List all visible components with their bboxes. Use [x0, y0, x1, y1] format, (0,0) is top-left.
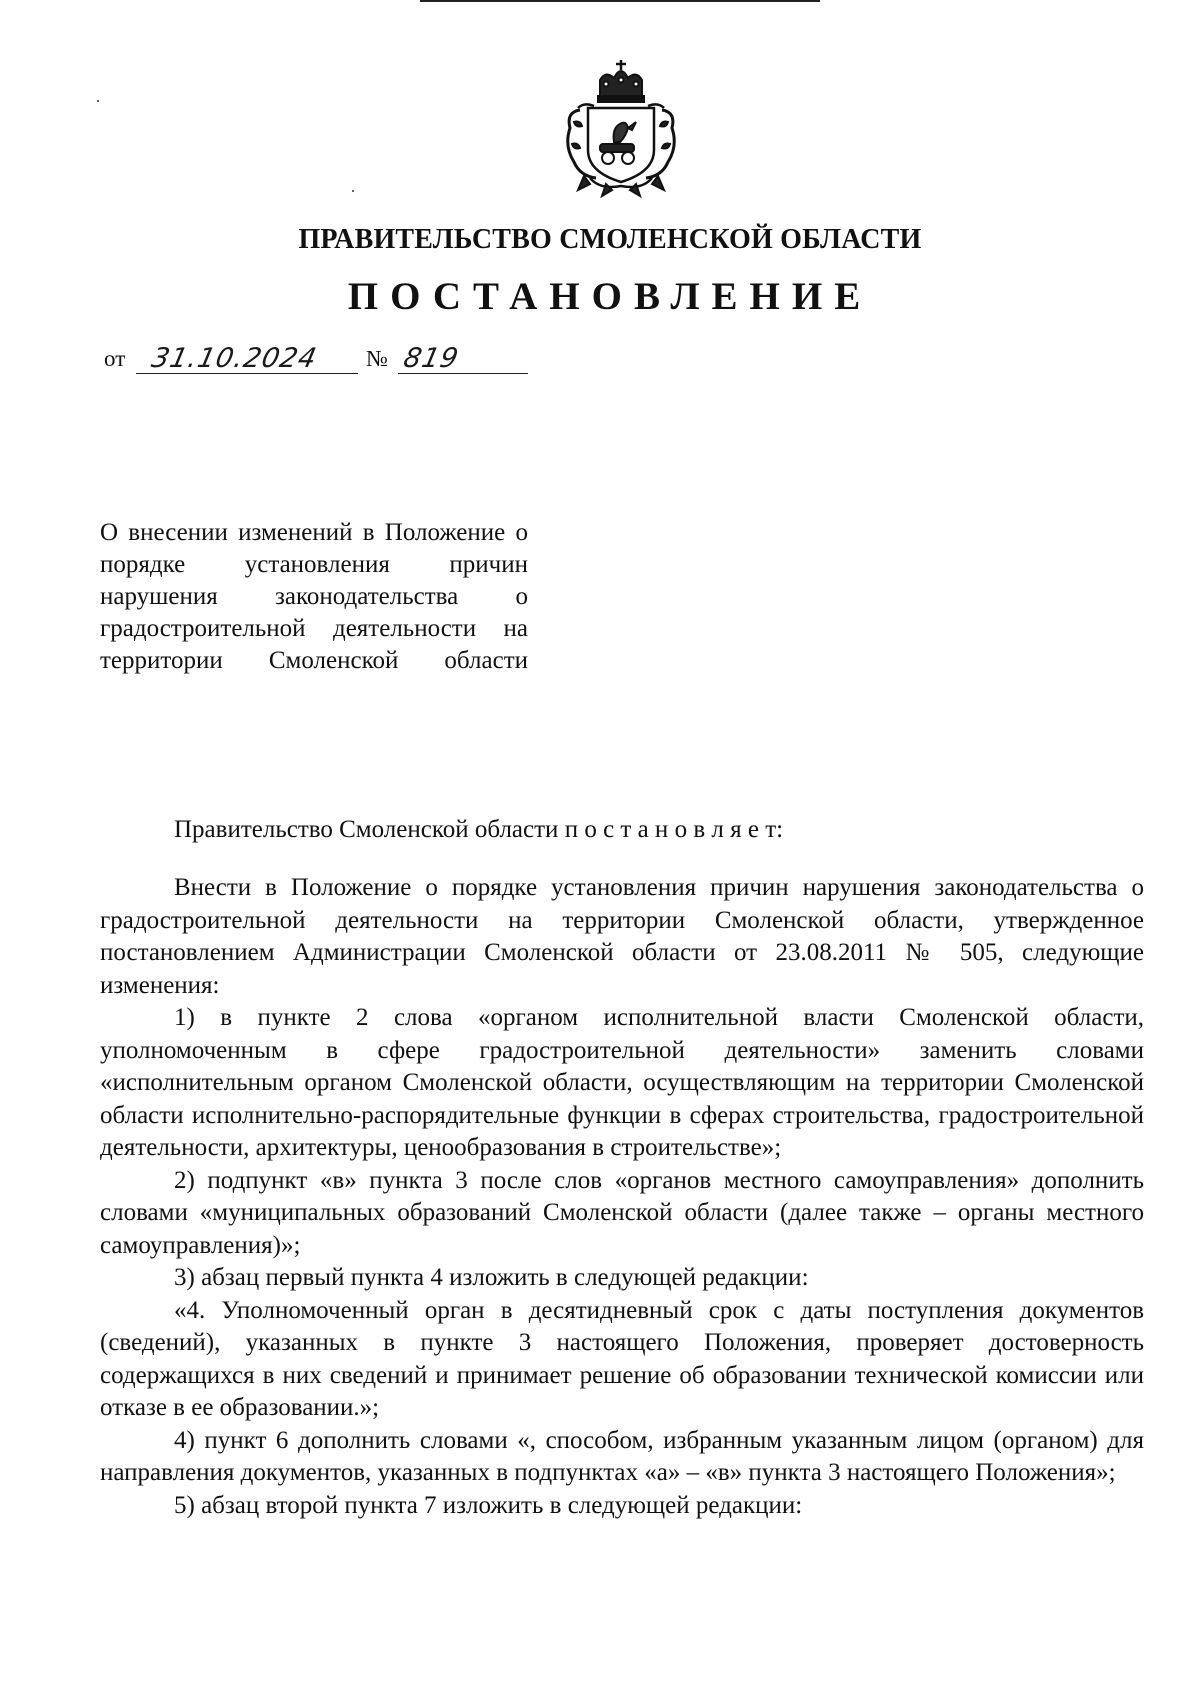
body-paragraph: 1) в пункте 2 слова «органом исполнительной власти Смоленской области, уполномоченным в сфере градостроительной деятельности» заменить словами «исполнительным органом Смоленской области, осуществляющим на территории Смоленской области исполнительно-распорядительные функции в сферах строительства, градостроительной деятельности, архитектуры, ценообразования в строительстве»; [100, 1004, 1144, 1161]
preamble-lead: Правительство Смоленской области [174, 816, 565, 843]
preamble [174, 814, 783, 846]
handwritten-number: 819 [400, 343, 462, 374]
handwritten-date: 31.10.2024 [148, 343, 320, 374]
body-paragraph: 4) пункт 6 дополнить словами «, способом, избранным указанным лицом (органом) для направления документов, указанных в подпунктах «а» – «в» пункта 3 настоящего Положения»; [100, 1426, 1144, 1486]
body-paragraph: 2) подпункт «в» пункта 3 после слов «органов местного самоуправления» дополнить словами «муниципальных образований Смоленской области (далее также – органы местного самоуправления)»; [100, 1166, 1144, 1259]
document-body [100, 872, 1144, 1522]
scan-speck [97, 100, 99, 102]
body-paragraph: 3) абзац первый пункта 4 изложить в следующей редакции: [174, 1264, 809, 1291]
scan-speck [352, 190, 354, 192]
body-paragraph: «4. Уполномоченный орган в десятидневный срок с даты поступления документов (сведений), указанных в пункте 3 настоящего Положения, проверяет достоверность содержащихся в них сведений и принимает решение об образовании технической комиссии или отказе в ее образовании.»; [100, 1296, 1144, 1421]
document-type-title: ПОСТАНОВЛЕНИЕ [347, 275, 873, 318]
organization-name: ПРАВИТЕЛЬСТВО СМОЛЕНСКОЙ ОБЛАСТИ [298, 224, 922, 255]
date-from-label: от [104, 346, 126, 371]
preamble-verb: п о с т а н о в л я е т: [564, 816, 784, 843]
body-paragraph: 5) абзац второй пункта 7 изложить в следующей редакции: [174, 1491, 803, 1519]
page-top-rule [420, 0, 820, 2]
number-label: № [366, 346, 388, 371]
body-paragraph: Внести в Положение о порядке установления причин нарушения законодательства о градостроительной деятельности на территории Смоленской области, утвержденное постановлением Администрации Смоленской области от 23.08.2011 № 505, следующие изменения: [100, 874, 1144, 999]
document-subject: О внесении изменений в Положение о порядке установления причин нарушения законодательства о градостроительной деятельности на территории Смоленской области [100, 519, 528, 674]
coat-of-arms-emblem [556, 58, 686, 198]
